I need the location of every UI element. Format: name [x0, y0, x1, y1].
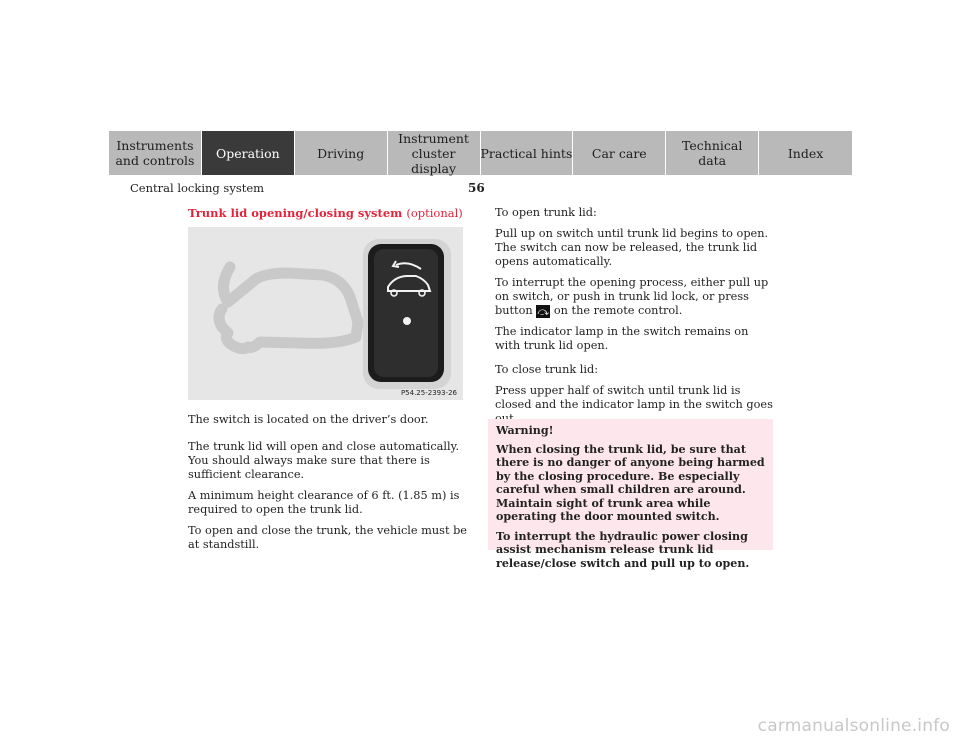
warning-paragraph-1: When closing the trunk lid, be sure that there is no danger of anyone being harmed by the closing procedure. Be especially careful when small children are around. Maintain sight of trunk area while operating the door mounted switch.	[496, 442, 765, 523]
trunk-switch-illustration	[188, 227, 463, 400]
tab-car-care[interactable]: Car care	[573, 131, 666, 175]
section-title-text: Trunk lid opening/closing system	[188, 206, 403, 220]
left-paragraph-4: To open and close the trunk, the vehicle must be at standstill.	[188, 524, 467, 551]
open-heading: To open trunk lid:	[495, 206, 597, 219]
right-paragraph-2b: on the remote control.	[553, 304, 683, 317]
right-paragraph-4: Press upper half of switch until trunk lid is closed and the indicator lamp in the switch goes	[495, 384, 773, 411]
warning-title: Warning!	[496, 424, 554, 437]
left-paragraph-3: A minimum height clearance of 6 ft. (1.85 m) is required to open the trunk lid.	[188, 489, 460, 516]
optional-label: (optional)	[406, 206, 463, 220]
tab-driving[interactable]: Driving	[295, 131, 388, 175]
warning-box	[488, 419, 773, 570]
switch-figure	[188, 227, 463, 400]
section-tabs	[109, 131, 852, 175]
tab-instruments-and-controls[interactable]: Instruments and controls	[109, 131, 202, 175]
tab-operation[interactable]: Operation	[202, 131, 295, 175]
section-title	[188, 206, 468, 220]
right-column	[495, 206, 775, 433]
right-paragraph-2	[495, 276, 775, 318]
right-paragraph-2a: To interrupt the opening process, either pull up on switch, or push in trunk lid lock, or press button	[495, 276, 769, 317]
section-header: Central locking system	[130, 181, 265, 195]
tab-technical-data[interactable]: Technical data	[666, 131, 759, 175]
figure-code: P54.25-2393-26	[400, 389, 457, 397]
right-paragraph-3: The indicator lamp in the switch remains on with trunk lid open.	[495, 325, 749, 352]
left-paragraph-1: The switch is located on the driver’s door.	[188, 413, 429, 426]
left-paragraph-2: The trunk lid will open and close automatically. You should always make sure that there is sufficient clearance.	[188, 440, 460, 481]
left-column	[188, 206, 468, 559]
trunk-key-icon: ⤼	[537, 305, 550, 318]
tab-index[interactable]: Index	[759, 131, 852, 175]
watermark: carmanualsonline.info	[757, 716, 950, 736]
tab-practical-hints[interactable]: Practical hints	[481, 131, 574, 175]
warning-paragraph-2: To interrupt the hydraulic power closing assist mechanism release trunk lid release/close switch and pull up to open.	[496, 529, 750, 570]
right-paragraph-1: Pull up on switch until trunk lid begins to open. The switch can now be released, the trunk lid opens automatically.	[495, 227, 769, 268]
tab-instrument-cluster-display[interactable]: Instrument cluster display	[388, 131, 481, 175]
page-number: 56	[468, 181, 485, 195]
close-heading: To close trunk lid:	[495, 363, 599, 376]
